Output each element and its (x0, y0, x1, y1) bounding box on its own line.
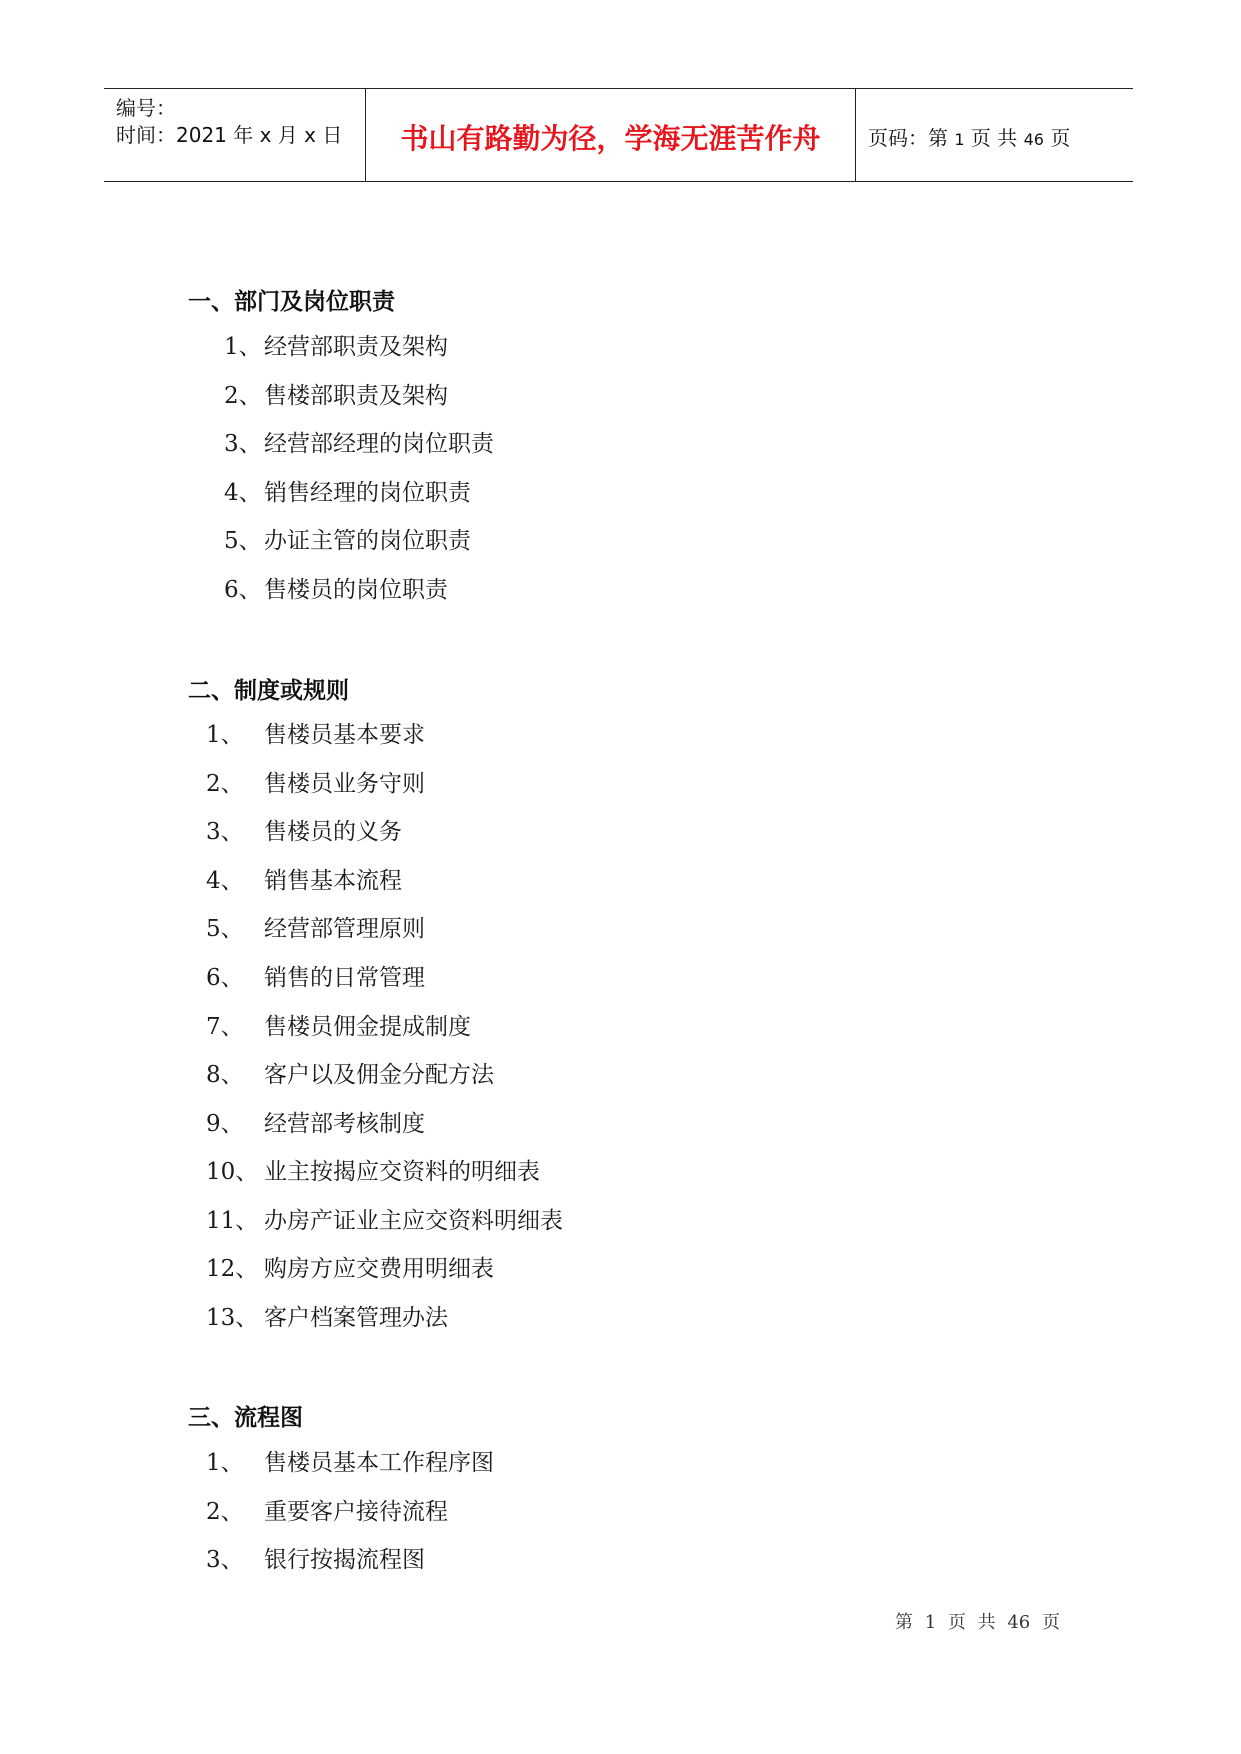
toc-item-text: 销售的日常管理 (264, 965, 425, 991)
document-time: 时间：2021 年 x 月 x 日 (116, 123, 343, 147)
toc-item-text: 办证主管的岗位职责 (264, 528, 471, 554)
page-code-current: 1 (954, 130, 965, 149)
toc-item-text: 售楼部职责及架构 (264, 383, 448, 409)
toc-item-number: 4、 (224, 480, 262, 506)
toc-item-number: 12、 (206, 1256, 259, 1282)
toc-item-text: 重要客户接待流程 (264, 1499, 448, 1525)
toc-item-number: 3、 (206, 1547, 244, 1573)
toc-item-text: 客户以及佣金分配方法 (264, 1062, 494, 1088)
section-title: 一、部门及岗位职责 (188, 289, 395, 315)
toc-item-number: 2、 (206, 1499, 244, 1525)
page-code-label: 页码：第 (868, 126, 948, 150)
section-title: 二、制度或规则 (188, 678, 349, 704)
page-code (868, 122, 1070, 151)
toc-item-number: 5、 (224, 528, 262, 554)
motto: 书山有路勤为径，学海无涯苦作舟 (400, 122, 821, 155)
toc-item-number: 2、 (206, 771, 244, 797)
toc-item-number: 11、 (206, 1208, 259, 1234)
page-code-end: 页 (1050, 126, 1071, 150)
page-footer: 第 1 页 共 46 页 (895, 1612, 1060, 1633)
toc-item-number: 1、 (206, 722, 244, 748)
toc-item-text: 售楼员基本工作程序图 (264, 1450, 494, 1476)
page-code-total: 46 (1023, 130, 1044, 149)
header-meta-cell (104, 89, 366, 181)
document-header (104, 88, 1133, 182)
toc-item-number: 8、 (206, 1062, 244, 1088)
toc-item-text: 售楼员佣金提成制度 (264, 1014, 471, 1040)
toc-item-number: 1、 (224, 334, 262, 360)
toc-item-number: 9、 (206, 1111, 244, 1137)
toc-item-number: 6、 (224, 577, 262, 603)
page-code-mid: 页 共 (970, 126, 1018, 150)
toc-item-text: 售楼员的义务 (264, 819, 402, 845)
toc-item-text: 客户档案管理办法 (264, 1305, 448, 1331)
toc-item-number: 10、 (206, 1159, 259, 1185)
toc-item-text: 购房方应交费用明细表 (264, 1256, 494, 1282)
toc-item-text: 经营部经理的岗位职责 (264, 431, 494, 457)
toc-item-number: 6、 (206, 965, 244, 991)
toc-item-text: 经营部考核制度 (264, 1111, 425, 1137)
header-motto-cell (366, 89, 856, 181)
section-title: 三、流程图 (188, 1405, 303, 1431)
toc-item-text: 售楼员基本要求 (264, 722, 425, 748)
document-number: 编号： (116, 96, 176, 120)
toc-item-text: 销售经理的岗位职责 (264, 480, 471, 506)
toc-item-number: 5、 (206, 916, 244, 942)
toc-item-number: 4、 (206, 868, 244, 894)
toc-item-text: 经营部管理原则 (264, 916, 425, 942)
toc-item-text: 售楼员业务守则 (264, 771, 425, 797)
toc-item-number: 3、 (224, 431, 262, 457)
toc-item-text: 售楼员的岗位职责 (264, 577, 448, 603)
toc-item-text: 业主按揭应交资料的明细表 (264, 1159, 540, 1185)
toc-item-number: 1、 (206, 1450, 244, 1476)
toc-item-number: 7、 (206, 1014, 244, 1040)
toc-item-number: 13、 (206, 1305, 259, 1331)
toc-item-number: 2、 (224, 383, 262, 409)
toc-item-number: 3、 (206, 819, 244, 845)
toc-item-text: 办房产证业主应交资料明细表 (264, 1208, 563, 1234)
toc-item-text: 销售基本流程 (264, 868, 402, 894)
toc-item-text: 经营部职责及架构 (264, 334, 448, 360)
toc-item-text: 银行按揭流程图 (264, 1547, 425, 1573)
header-page-cell (856, 89, 1133, 181)
